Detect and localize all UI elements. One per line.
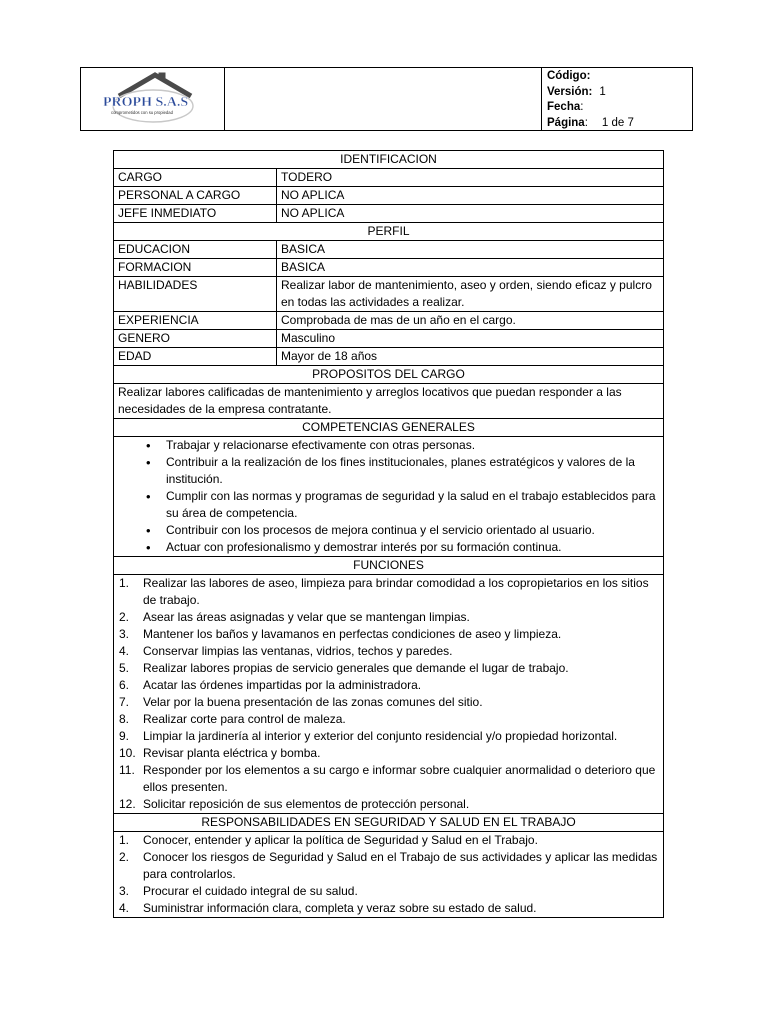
list-text: Realizar labores propias de servicio generales que demande el lugar de trabajo. [143, 661, 569, 675]
list-number: 6. [119, 678, 130, 692]
list-text: Suministrar información clara, completa y veraz sobre su estado de salud. [143, 901, 537, 915]
list-text: Conocer, entender y aplicar la política de Seguridad y Salud en el Trabajo. [143, 833, 538, 847]
version-value: 1 [599, 85, 606, 98]
field-value: Realizar labor de mantenimiento, aseo y orden, siendo eficaz y pulcro en todas las actividades a realizar. [277, 277, 664, 312]
list-number: 7. [119, 695, 130, 709]
version-label: Versión: [547, 85, 593, 98]
list-text: Realizar corte para control de maleza. [143, 712, 346, 726]
table-row [114, 277, 664, 312]
list-number: 5. [119, 661, 130, 675]
list-number: 12. [119, 797, 136, 811]
field-label: EDAD [114, 348, 277, 366]
list-number: 1. [119, 576, 130, 590]
funciones-list [118, 575, 659, 813]
list-item [119, 575, 659, 609]
field-value: Masculino [277, 330, 664, 348]
list-item [119, 728, 659, 745]
list-text: Acatar las órdenes impartidas por la administradora. [143, 678, 422, 692]
list-text: Procurar el cuidado integral de su salud. [143, 884, 358, 898]
field-label: FORMACION [114, 259, 277, 277]
list-item [119, 849, 659, 883]
section-title-perfil: PERFIL [114, 223, 664, 241]
list-text: Mantener los baños y lavamanos en perfectas condiciones de aseo y limpieza. [143, 627, 562, 641]
list-text: Velar por la buena presentación de las zonas comunes del sitio. [143, 695, 483, 709]
list-number: 9. [119, 729, 130, 743]
field-label: GENERO [114, 330, 277, 348]
field-value: TODERO [277, 169, 664, 187]
list-number: 1. [119, 833, 130, 847]
codigo-row [547, 69, 692, 85]
list-text: Asear las áreas asignadas y velar que se mantengan limpias. [143, 610, 470, 624]
list-item: • Cumplir con las normas y programas de seguridad y la salud en el trabajo establecidos para su área de competencia. [166, 488, 659, 522]
pagina-row [547, 116, 692, 132]
pagina-value: 1 de 7 [601, 116, 634, 129]
list-text: Solicitar reposición de sus elementos de protección personal. [143, 797, 470, 811]
section-title-responsabilidades: RESPONSABILIDADES EN SEGURIDAD Y SALUD EN EL TRABAJO [114, 814, 664, 832]
field-label: CARGO [114, 169, 277, 187]
table-row [114, 169, 664, 187]
version-row [547, 85, 692, 101]
table-row [114, 205, 664, 223]
list-number: 3. [119, 884, 130, 898]
table-row [114, 187, 664, 205]
list-text: Conservar limpias las ventanas, vidrios, techos y paredes. [143, 644, 453, 658]
list-item: • Contribuir a la realización de los fines institucionales, planes estratégicos y valores de la institución. [166, 454, 659, 488]
list-item [119, 660, 659, 677]
field-label: PERSONAL A CARGO [114, 187, 277, 205]
propositos-text: Realizar labores calificadas de mantenimiento y arreglos locativos que puedan responder a las necesidades de la empresa contratante. [114, 384, 664, 419]
list-item [119, 626, 659, 643]
field-value: Comprobada de mas de un año en el cargo. [277, 312, 664, 330]
list-item [119, 711, 659, 728]
list-number: 4. [119, 901, 130, 915]
table-row [114, 259, 664, 277]
table-row [114, 241, 664, 259]
pagina-colon: : [584, 116, 588, 129]
funciones-cell [114, 575, 664, 814]
competencias-cell [114, 437, 664, 557]
pagina-label: Página [547, 116, 585, 129]
list-number: 10. [119, 746, 136, 760]
competencias-list [118, 437, 659, 556]
list-item [119, 900, 659, 917]
fecha-label: Fecha [547, 101, 581, 113]
list-item [119, 796, 659, 813]
section-title-competencias: COMPETENCIAS GENERALES [114, 419, 664, 437]
fecha-row [547, 100, 692, 116]
table-row [114, 330, 664, 348]
job-description-table [113, 150, 664, 918]
list-number: 2. [119, 850, 130, 864]
list-number: 2. [119, 610, 130, 624]
table-row [114, 312, 664, 330]
list-item: • Actuar con profesionalismo y demostrar interés por su formación continua. [166, 539, 659, 556]
field-label: EXPERIENCIA [114, 312, 277, 330]
list-item [119, 643, 659, 660]
field-label: JEFE INMEDIATO [114, 205, 277, 223]
title-cell [225, 68, 542, 130]
list-text: Conocer los riesgos de Seguridad y Salud en el Trabajo de sus actividades y aplicar las medidas para controlarlos. [143, 850, 658, 881]
list-item [119, 745, 659, 762]
list-number: 4. [119, 644, 130, 658]
field-value: Mayor de 18 años [277, 348, 664, 366]
logo-tagline: comprometidos con su propiedad [111, 110, 173, 115]
responsabilidades-list [118, 832, 659, 917]
list-item [119, 762, 659, 796]
list-item: • Contribuir con los procesos de mejora continua y el servicio orientado al usuario. [166, 522, 659, 539]
field-label: EDUCACION [114, 241, 277, 259]
list-text: Revisar planta eléctrica y bomba. [143, 746, 321, 760]
table-row [114, 348, 664, 366]
field-value: NO APLICA [277, 205, 664, 223]
section-title-propositos: PROPOSITOS DEL CARGO [114, 366, 664, 384]
list-text: Realizar las labores de aseo, limpieza para brindar comodidad a los copropietarios en los sitios de trabajo. [143, 576, 649, 607]
field-value: BASICA [277, 259, 664, 277]
list-number: 3. [119, 627, 130, 641]
fecha-colon: : [580, 101, 584, 113]
field-value: NO APLICA [277, 187, 664, 205]
list-text: Responder por los elementos a su cargo e informar sobre cualquier anormalidad o deterioro que ellos presenten. [143, 763, 656, 794]
company-logo [99, 72, 207, 128]
document-meta [542, 68, 692, 130]
document-header [80, 67, 693, 131]
list-item: • Trabajar y relacionarse efectivamente con otras personas. [166, 437, 659, 454]
list-item [119, 694, 659, 711]
list-number: 11. [119, 763, 135, 777]
field-label: HABILIDADES [114, 277, 277, 312]
list-number: 8. [119, 712, 130, 726]
list-text: Limpiar la jardinería al interior y exterior del conjunto residencial y/o propiedad horizontal. [143, 729, 618, 743]
codigo-label: Código: [547, 70, 591, 82]
list-item [119, 677, 659, 694]
list-item [119, 609, 659, 626]
list-item [119, 832, 659, 849]
responsabilidades-cell [114, 832, 664, 918]
logo-text: PROPH S.A.S [103, 95, 189, 110]
list-item [119, 883, 659, 900]
section-title-funciones: FUNCIONES [114, 557, 664, 575]
section-title-identificacion: IDENTIFICACION [114, 151, 664, 169]
logo-cell [81, 68, 225, 130]
field-value: BASICA [277, 241, 664, 259]
